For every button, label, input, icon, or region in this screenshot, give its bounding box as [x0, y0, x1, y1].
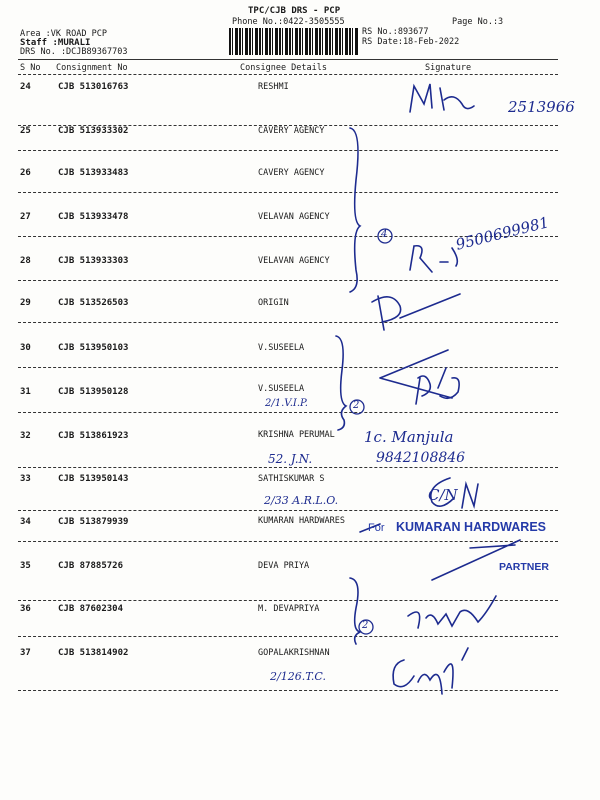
- row-consignee: RESHMI: [258, 82, 289, 92]
- handwritten-address-row33: 2/33 A.R.L.O.: [264, 494, 339, 507]
- group-bracket-a: [350, 128, 360, 292]
- row-consignee: KUMARAN HARDWARES: [258, 516, 345, 526]
- row-consignee: GOPALAKRISHNAN: [258, 648, 330, 658]
- handwritten-count-b: 2: [353, 400, 360, 411]
- row-consignment: CJB 513933302: [58, 126, 129, 136]
- row-consignment: CJB 513933478: [58, 212, 129, 222]
- row-consignment: CJB 513879939: [58, 517, 129, 527]
- row-consignment: CJB 513950143: [58, 474, 129, 484]
- row-consignee: ORIGIN: [258, 298, 289, 308]
- row-sno: 36: [20, 604, 31, 614]
- row-consignment: CJB 513016763: [58, 82, 129, 92]
- row-consignee: KRISHNA PERUMAL: [258, 430, 335, 440]
- handwritten-address-row37: 2/126.T.C.: [270, 670, 326, 683]
- handwritten-phone-row32: 9842108846: [376, 450, 466, 466]
- form-title: TPC/CJB DRS - PCP: [248, 6, 341, 16]
- handwritten-sign-row33: C/N: [428, 486, 458, 504]
- stamp-for: For: [368, 522, 385, 534]
- row-consignment: CJB 513526503: [58, 298, 129, 308]
- row-sno: 31: [20, 387, 31, 397]
- row-consignee: DEVA PRIYA: [258, 561, 310, 571]
- handwritten-name-row32: 1c. Manjula: [364, 428, 454, 446]
- phone-number: Phone No.:0422-3505555: [232, 17, 345, 27]
- row-sno: 33: [20, 474, 31, 484]
- handwritten-number-row24: 2513966: [508, 98, 575, 116]
- group-bracket-c: [350, 578, 360, 644]
- handwritten-count-a: 4: [381, 229, 388, 240]
- signature-row37: [393, 648, 468, 694]
- staff-label: Staff :MURALI: [20, 38, 91, 48]
- row-sno: 35: [20, 561, 31, 571]
- row-consignment: CJB 87885726: [58, 561, 124, 571]
- signature-row31: [416, 368, 459, 404]
- signature-row30: [380, 350, 452, 398]
- row-consignment: CJB 513950103: [58, 343, 129, 353]
- row-sno: 26: [20, 168, 31, 178]
- handwritten-count-c: 2: [362, 620, 369, 631]
- stamp-company: KUMARAN HARDWARES: [396, 520, 546, 534]
- row-sno: 29: [20, 298, 31, 308]
- col-consignee: Consignee Details: [240, 63, 327, 73]
- row-sno: 25: [20, 126, 31, 136]
- col-sno: S No: [20, 63, 41, 73]
- handwritten-address-row31: 2/1.V.I.P.: [265, 398, 308, 409]
- row-consignment: CJB 87602304: [58, 604, 124, 614]
- area-label: Area :VK ROAD PCP: [20, 29, 107, 39]
- row-consignee: CAVERY AGENCY: [258, 126, 325, 136]
- row-sno: 34: [20, 517, 31, 527]
- row-consignee: SATHISKUMAR S: [258, 474, 325, 484]
- signature-row29: [372, 294, 460, 330]
- row-consignee: VELAVAN AGENCY: [258, 256, 330, 266]
- row-sno: 27: [20, 212, 31, 222]
- signature-row28: [410, 246, 457, 272]
- row-consignee: VELAVAN AGENCY: [258, 212, 330, 222]
- row-consignee: V.SUSEELA: [258, 384, 305, 394]
- handwritten-address-row32: 52. J.N.: [268, 452, 313, 466]
- drs-number: DRS No. :DCJB89367703: [20, 47, 128, 57]
- handwritten-phone-row28: 9500699981: [453, 213, 551, 254]
- row-consignment: CJB 513814902: [58, 648, 129, 658]
- row-consignee: M. DEVAPRIYA: [258, 604, 320, 614]
- row-consignee: V.SUSEELA: [258, 343, 305, 353]
- row-sno: 24: [20, 82, 31, 92]
- row-consignee: CAVERY AGENCY: [258, 168, 325, 178]
- page-number: Page No.:3: [452, 17, 504, 27]
- row-consignment: CJB 513861923: [58, 431, 129, 441]
- col-consignment: Consignment No: [56, 63, 128, 73]
- signature-row36: [408, 596, 496, 628]
- rs-number: RS No.:893677: [362, 27, 429, 37]
- row-consignment: CJB 513933303: [58, 256, 129, 266]
- rs-date: RS Date:18-Feb-2022: [362, 37, 460, 47]
- row-sno: 28: [20, 256, 31, 266]
- row-sno: 30: [20, 343, 31, 353]
- col-signature: Signature: [425, 63, 472, 73]
- row-consignment: CJB 513933483: [58, 168, 129, 178]
- row-sno: 32: [20, 431, 31, 441]
- group-bracket-b: [336, 336, 346, 430]
- row-consignment: CJB 513950128: [58, 387, 129, 397]
- signature-row24: [410, 84, 474, 112]
- row-sno: 37: [20, 648, 31, 658]
- stamp-partner: PARTNER: [499, 561, 549, 573]
